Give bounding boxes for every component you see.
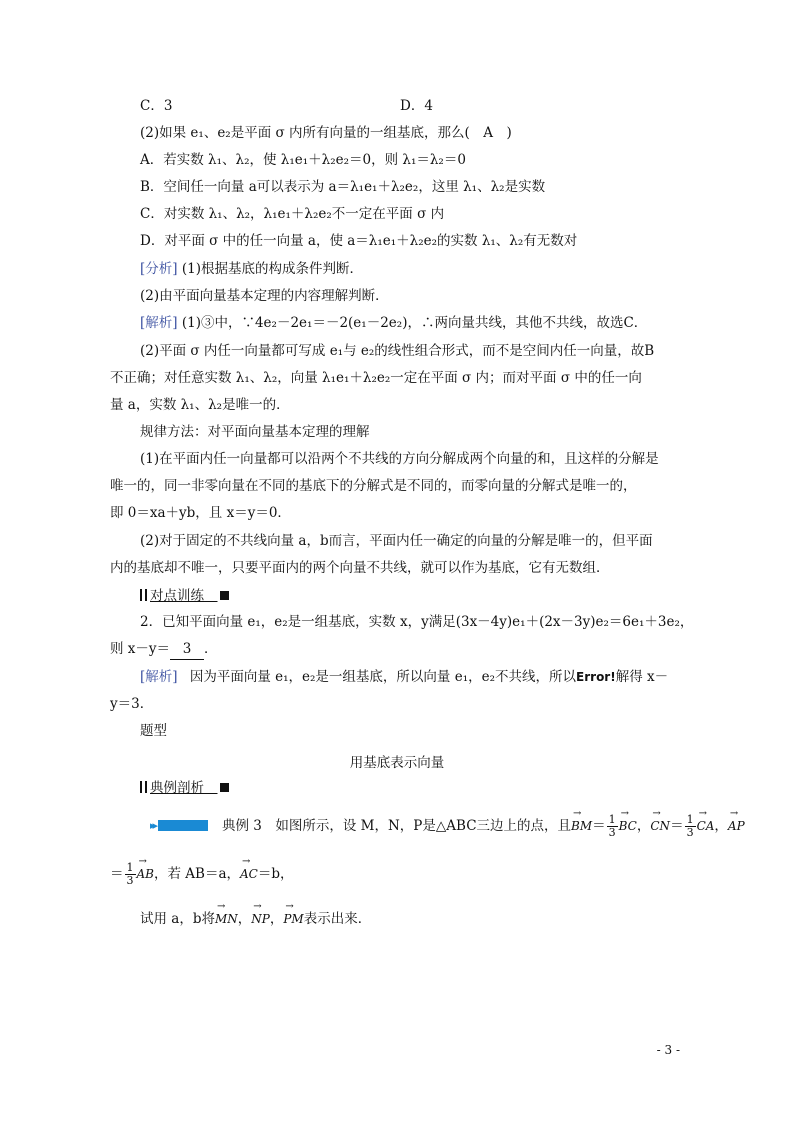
example-3-line-2: ＝ $\frac{1}{3}$ → AB，若 AB＝a，→ AC＝b， xyxy=(110,862,294,887)
solution-3-tag: [解析] xyxy=(140,669,178,685)
question-2: (2)如果 e₁、e₂是平面 σ 内所有向量的一组基底，那么( A ) xyxy=(140,125,512,141)
example-3-post: ＝b， xyxy=(257,866,294,882)
example-title: 典例剖析 xyxy=(150,780,204,796)
fraction: $\frac{1}{3}$ xyxy=(608,813,616,839)
solution-2-line-2: 不正确；对任意实数 λ₁、λ₂，向量 λ₁e₁＋λ₂e₂一定在平面 σ 内；而对平面 σ 中的任一向 xyxy=(110,370,642,386)
example-3-line-1: ▸▸典例 3 如图所示，设 M，N，P是△ABC三边上的点，且→ BM＝ $\frac{1}{3}$ → BC，→ CN＝ $\frac{1}{3}$ → CA，→ AP xyxy=(158,814,745,839)
example-tag-icon xyxy=(158,820,208,831)
bar-icon xyxy=(145,589,147,601)
exercise-2-suffix: ． xyxy=(204,641,218,657)
option-c: C．3 xyxy=(140,98,173,114)
solution-1-text: (1)③中，∵4e₂－2e₁＝－2(e₁－2e₂)，∴两向量共线，其他不共线，故选C． xyxy=(181,315,648,331)
solution-3-text: 因为平面向量 e₁，e₂是一组基底，所以向量 e₁，e₂不共线，所以 xyxy=(189,669,577,685)
option-a: A．若实数 λ₁、λ₂，使 λ₁e₁＋λ₂e₂＝0，则 λ₁＝λ₂＝0 xyxy=(140,152,466,168)
vector-mn: → MN xyxy=(215,909,238,929)
solution-2-line-3: 量 a，实数 λ₁、λ₂是唯一的． xyxy=(110,397,290,413)
option-c-2: C．对实数 λ₁、λ₂，λ₁e₁＋λ₂e₂不一定在平面 σ 内 xyxy=(140,206,445,222)
practice-title: 对点训练 xyxy=(150,588,204,604)
solution-2-line-1: (2)平面 σ 内任一向量都可写成 e₁与 e₂的线性组合形式，而不是空间内任一向量，故B xyxy=(140,343,655,359)
vector-ca: → CA xyxy=(697,816,715,836)
method-1-line-3: 即 0＝xa＋yb，且 x＝y＝0． xyxy=(110,505,291,521)
fraction: $\frac{1}{3}$ xyxy=(126,861,134,887)
bar-icon xyxy=(145,781,147,793)
option-d-2: D．对平面 σ 中的任一向量 a，使 a＝λ₁e₁＋λ₂e₂的实数 λ₁、λ₂有无数对 xyxy=(140,233,578,249)
method-2-line-1: (2)对于固定的不共线向量 a，b而言，平面内任一确定的向量的分解是唯一的，但平面 xyxy=(140,533,653,549)
vector-pm: → PM xyxy=(283,909,303,929)
solution-3-tail: 解得 x－ xyxy=(615,669,669,685)
analysis-tag: [分析] xyxy=(140,261,178,277)
square-icon xyxy=(220,783,229,792)
method-2-line-2: 内的基底却不唯一，只要平面内的两个向量不共线，就可以作为基底，它有无数组． xyxy=(110,560,610,576)
option-b: B．空间任一向量 a可以表示为 a＝λ₁e₁＋λ₂e₂，这里 λ₁、λ₂是实数 xyxy=(140,179,546,195)
bar-icon xyxy=(140,589,142,601)
solution-tag: [解析] xyxy=(140,315,178,331)
method-heading: 规律方法：对平面向量基本定理的理解 xyxy=(140,424,370,440)
vector-ab: → AB xyxy=(137,864,154,884)
method-1-line-2: 唯一的，同一非零向量在不同的基底下的分解式是不同的，而零向量的分解式是唯一的， xyxy=(110,478,637,494)
practice-heading xyxy=(140,586,229,606)
analysis-2: (2)由平面向量基本定理的内容理解判断． xyxy=(140,288,389,304)
option-d: D．4 xyxy=(400,98,433,114)
example-3-mid: ，若 AB＝a， xyxy=(153,866,240,882)
fraction: $\frac{1}{3}$ xyxy=(686,813,694,839)
exercise-2-line-2 xyxy=(110,639,218,660)
section-heading: 用基底表示向量 xyxy=(349,755,445,771)
error-marker: Error! xyxy=(576,670,616,684)
example-3-prefix: 试用 a，b将 xyxy=(140,911,215,927)
example-3-suffix: 表示出来． xyxy=(303,911,372,927)
square-icon xyxy=(220,591,229,600)
method-1-line-1: (1)在平面内任一向量都可以沿两个不共线的方向分解成两个向量的和，且这样的分解是 xyxy=(140,451,659,467)
example-heading xyxy=(140,778,229,798)
vector-cn: → CN xyxy=(650,816,670,836)
vector-bc: → BC xyxy=(619,816,637,836)
vector-np: → NP xyxy=(251,909,270,929)
solution-3-line-2: y＝3． xyxy=(110,696,154,712)
analysis-1-text: (1)根据基底的构成条件判断． xyxy=(181,261,363,277)
bar-icon xyxy=(140,781,142,793)
example-3-line-3: 试用 a，b将→ MN，→ NP，→ PM表示出来． xyxy=(140,909,371,929)
exercise-2-line-1: 2．已知平面向量 e₁，e₂是一组基底，实数 x，y满足(3x－4y)e₁＋(2x－3y)e₂＝6e₁＋3e₂， xyxy=(140,614,694,630)
topic-label: 题型 xyxy=(140,723,167,739)
page-number: - 3 - xyxy=(656,1043,680,1057)
vector-bm: → BM xyxy=(571,816,592,836)
exercise-2-prefix: 则 x－y＝ xyxy=(110,641,171,657)
example-3-text: 典例 3 如图所示，设 M，N，P是△ABC三边上的点，且 xyxy=(222,818,572,834)
vector-ac: → AC xyxy=(240,864,258,884)
vector-ap: → AP xyxy=(728,816,745,836)
solution-1 xyxy=(140,313,647,333)
answer-blank: 3 xyxy=(170,639,204,660)
analysis-1 xyxy=(140,259,363,279)
solution-3-line-1 xyxy=(140,667,668,687)
